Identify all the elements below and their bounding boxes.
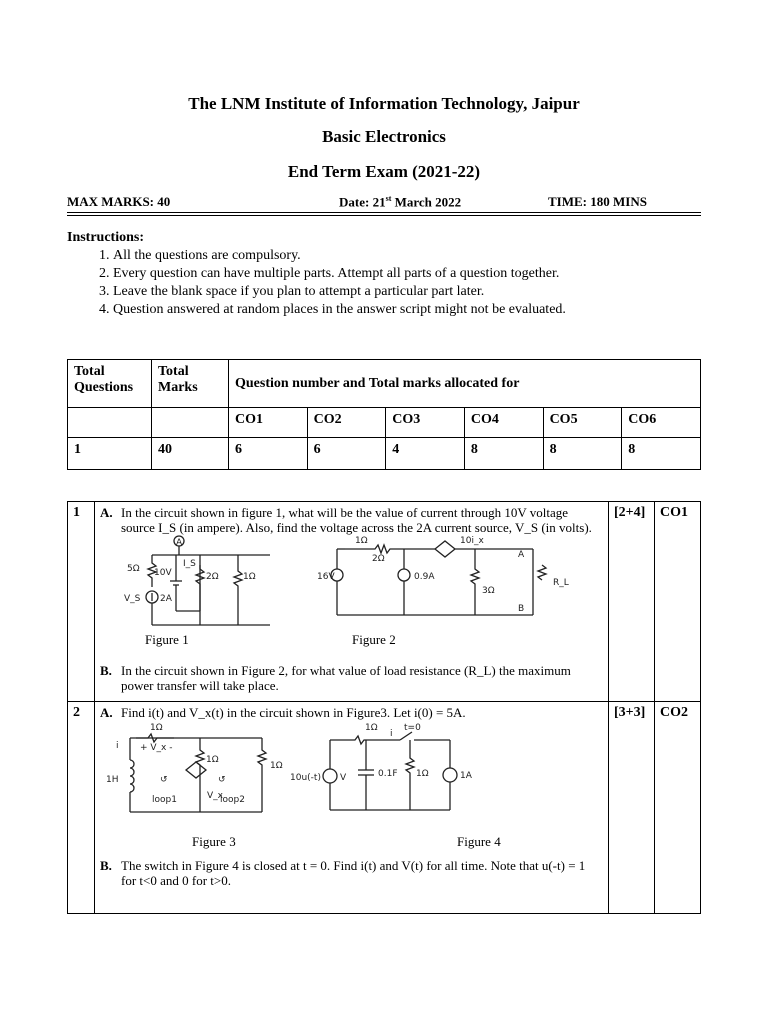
question-co: CO1: [655, 502, 701, 702]
question-marks: [2+4]: [609, 502, 655, 702]
circuit-figure-3: [106, 723, 283, 812]
question-body: [95, 702, 609, 914]
svg-text:↺: ↺: [218, 775, 226, 785]
svg-text:A: A: [176, 538, 183, 548]
question-part-b: [100, 663, 603, 693]
question-part-b: [100, 858, 603, 888]
figure-area: [100, 535, 603, 653]
co-value: 6: [307, 438, 386, 470]
question-number: 2: [68, 702, 95, 914]
svg-text:5Ω: 5Ω: [127, 564, 140, 574]
instructions-heading: Instructions:: [67, 230, 145, 245]
header-total-marks: Total Marks: [152, 360, 229, 408]
svg-text:2Ω: 2Ω: [372, 554, 385, 564]
empty-cell: [152, 408, 229, 438]
svg-text:V_S: V_S: [124, 594, 141, 604]
part-b-text: The switch in Figure 4 is closed at t = 0. Find i(t) and V(t) for all time. Note that u(-t) = 1 for t<0 and 0 for t>0.: [121, 858, 586, 888]
question-row: [68, 702, 701, 914]
exam-time: TIME: 180 MINS: [548, 194, 647, 209]
svg-text:10i_x: 10i_x: [460, 536, 484, 546]
date-sup: st: [385, 194, 392, 203]
svg-text:1Ω: 1Ω: [206, 755, 219, 765]
exam-title: End Term Exam (2021-22): [287, 162, 481, 181]
figure-2-caption: Figure 2: [352, 632, 396, 647]
co-label: CO2: [307, 408, 386, 438]
instructions-list: [67, 247, 566, 319]
svg-text:1Ω: 1Ω: [355, 536, 368, 546]
svg-text:i: i: [116, 741, 119, 751]
part-label: A.: [100, 705, 113, 720]
date-prefix: Date: 21: [339, 194, 386, 210]
max-marks: MAX MARKS: 40: [67, 194, 171, 209]
co-value: 8: [622, 438, 701, 470]
total-questions-value: 1: [68, 438, 152, 470]
header-total-questions: Total Questions: [68, 360, 152, 408]
question-row: [68, 502, 701, 702]
co-label: CO6: [622, 408, 701, 438]
part-label: B.: [100, 858, 112, 873]
co-value: 8: [464, 438, 543, 470]
svg-text:1A: 1A: [460, 771, 472, 781]
svg-text:0.9A: 0.9A: [414, 572, 435, 582]
instruction-item: 2. Every question can have multiple parts. Attempt all parts of a question together.: [113, 265, 566, 283]
total-marks-value: 40: [152, 438, 229, 470]
figure-area: [100, 720, 603, 852]
question-body: [95, 502, 609, 702]
svg-text:loop2: loop2: [220, 795, 245, 805]
question-part-a: [100, 505, 603, 535]
svg-text:1Ω: 1Ω: [365, 723, 378, 733]
svg-text:10V: 10V: [154, 568, 172, 578]
instruction-item: 1. All the questions are compulsory.: [113, 247, 566, 265]
date-suffix: March 2022: [391, 194, 462, 210]
svg-text:I_S: I_S: [183, 559, 196, 569]
exam-date: [339, 194, 461, 210]
svg-text:A: A: [518, 550, 525, 560]
svg-text:V: V: [340, 773, 347, 783]
figure-1-caption: Figure 1: [145, 632, 189, 647]
circuit-figure-1: [124, 536, 270, 625]
svg-text:1Ω: 1Ω: [270, 761, 283, 771]
svg-text:B: B: [518, 604, 525, 614]
instructions: [67, 229, 566, 319]
question-marks: [3+3]: [609, 702, 655, 914]
part-a-text: In the circuit shown in figure 1, what will be the value of current through 10V voltage source I_S (in ampere). Also, find the voltage across the 2A current source, V_S (in volts).: [121, 505, 592, 535]
instruction-item: 4. Question answered at random places in the answer script might not be evaluated.: [113, 301, 566, 319]
svg-text:1Ω: 1Ω: [243, 572, 256, 582]
part-b-text: In the circuit shown in Figure 2, for what value of load resistance (R_L) the maximum power transfer will take place.: [121, 663, 571, 693]
svg-text:t=0: t=0: [404, 723, 421, 733]
figure-4-caption: Figure 4: [457, 834, 501, 849]
instruction-item: 3. Leave the blank space if you plan to attempt a particular part later.: [113, 283, 566, 301]
co-value: 4: [386, 438, 465, 470]
co-label: CO5: [543, 408, 622, 438]
part-a-text: Find i(t) and V_x(t) in the circuit shown in Figure3. Let i(0) = 5A.: [121, 705, 466, 720]
circuit-figure-4: [290, 723, 473, 810]
co-label: CO4: [464, 408, 543, 438]
institute-title: The LNM Institute of Information Technology, Jaipur: [188, 94, 580, 113]
svg-text:2Ω: 2Ω: [206, 572, 219, 582]
svg-text:0.1F: 0.1F: [378, 769, 398, 779]
svg-text:loop1: loop1: [152, 795, 177, 805]
svg-text:16V: 16V: [317, 572, 335, 582]
figure-3-caption: Figure 3: [192, 834, 236, 849]
svg-text:1H: 1H: [106, 775, 119, 785]
svg-text:i: i: [390, 729, 393, 739]
svg-text:10u(-t): 10u(-t): [290, 773, 321, 783]
svg-text:2A: 2A: [160, 594, 172, 604]
part-label: B.: [100, 663, 112, 678]
question-co: CO2: [655, 702, 701, 914]
co-label: CO1: [229, 408, 308, 438]
marks-allocation-table: [67, 359, 701, 470]
co-label: CO3: [386, 408, 465, 438]
header-allocation: Question number and Total marks allocated for: [229, 360, 701, 408]
question-part-a: [100, 705, 603, 720]
part-label: A.: [100, 505, 113, 520]
empty-cell: [68, 408, 152, 438]
co-value: 8: [543, 438, 622, 470]
circuit-figure-2: [317, 536, 569, 615]
questions-table: [67, 501, 701, 914]
svg-text:3Ω: 3Ω: [482, 586, 495, 596]
svg-text:↺: ↺: [160, 775, 168, 785]
svg-text:+ V_x -: + V_x -: [140, 743, 173, 753]
co-value: 6: [229, 438, 308, 470]
question-number: 1: [68, 502, 95, 702]
header-divider-2: [67, 215, 701, 216]
svg-text:R_L: R_L: [553, 578, 569, 588]
header-divider: [67, 212, 701, 213]
svg-text:V_x: V_x: [207, 791, 223, 801]
circuit-figures: [100, 720, 603, 852]
course-title: Basic Electronics: [322, 127, 446, 146]
svg-text:1Ω: 1Ω: [150, 723, 163, 733]
svg-text:1Ω: 1Ω: [416, 769, 429, 779]
